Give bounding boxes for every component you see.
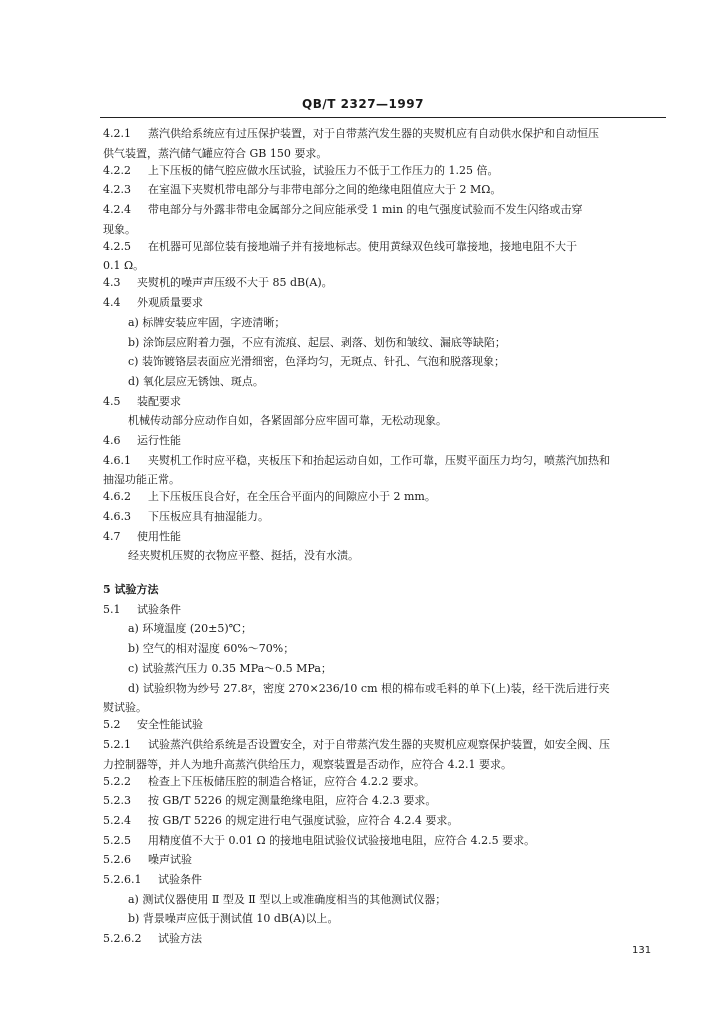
clause-number: 4.2.4 <box>103 203 131 217</box>
clause-number: 4.2.2 <box>103 163 131 177</box>
clause-text: 夹熨机的噪声声压级不大于 85 dB(A)。 <box>137 276 333 290</box>
document-line <box>0 852 726 872</box>
document-line <box>0 258 726 275</box>
list-item: a) 环境温度 (20±5)℃； <box>128 622 252 636</box>
continuation-text: 供气装置，蒸汽储气罐应符合 GB 150 要求。 <box>103 146 328 160</box>
document-line <box>0 354 726 374</box>
clause-number: 5.2.6.1 <box>103 873 142 886</box>
document-line <box>0 433 726 453</box>
clause-text: 用精度值不大于 0.01 Ω 的接地电阻试验仪试验接地电阻，应符合 4.2.5 要求。 <box>148 833 536 847</box>
clause-text: 按 GB/T 5226 的规定进行电气强度试验，应符合 4.2.4 要求。 <box>148 813 459 827</box>
document-line <box>0 394 726 414</box>
clause-text: 运行性能 <box>137 433 181 447</box>
document-line <box>0 872 726 892</box>
clause-text: 试验蒸汽供给系统是否设置安全，对于自带蒸汽发生器的夹熨机应观察保护装置，如安全阀、压 <box>148 737 610 751</box>
list-item: c) 装饰镀铬层表面应光滑细密，色泽均匀，无斑点、针孔、气泡和脱落现象； <box>128 355 505 369</box>
clause-number: 4.6.2 <box>103 490 131 504</box>
continuation-text: 现象。 <box>103 222 136 236</box>
clause-number: 4.7 <box>103 529 121 543</box>
page-number: 131 <box>632 945 652 956</box>
list-item: 经夹熨机压熨的衣物应平整、挺括，没有水渍。 <box>128 549 359 563</box>
document-line <box>0 717 726 737</box>
document-line <box>0 275 726 295</box>
continuation-text: 抽湿功能正常。 <box>103 473 180 487</box>
clause-text: 上下压板的储气腔应做水压试验，试验压力不低于工作压力的 1.25 倍。 <box>148 163 499 177</box>
clause-number: 4.2.3 <box>103 183 131 197</box>
document-line <box>0 335 726 355</box>
continuation-text: 熨试验。 <box>103 701 147 715</box>
document-line <box>0 374 726 394</box>
standard-header: QB/T 2327—1997 <box>302 97 424 111</box>
clause-text: 夹熨机工作时应平稳，夹板压下和抬起运动自如，工作可靠，压熨平面压力均匀，喷蒸汽加热和 <box>148 453 610 467</box>
list-item: 机械传动部分应动作自如，各紧固部分应牢固可靠，无松动现象。 <box>128 414 447 428</box>
document-line <box>0 931 726 951</box>
document-line <box>0 315 726 335</box>
document-line <box>0 757 726 774</box>
clause-text: 安全性能试验 <box>137 718 203 732</box>
continuation-text: 力控制器等，并人为地升高蒸汽供给压力，观察装置是否动作，应符合 4.2.1 要求。 <box>103 757 512 771</box>
document-line <box>0 582 726 602</box>
document-line <box>0 813 726 833</box>
clause-number: 5.2 <box>103 718 121 732</box>
clause-number: 5.2.3 <box>103 794 131 808</box>
clause-number: 5.2.6 <box>103 853 131 867</box>
document-line <box>0 453 726 473</box>
document-line <box>0 793 726 813</box>
clause-number: 4.6.1 <box>103 453 131 467</box>
clause-text: 在室温下夹熨机带电部分与非带电部分之间的绝缘电阻值应大于 2 MΩ。 <box>148 183 502 197</box>
document-line <box>0 146 726 163</box>
document-line <box>0 641 726 661</box>
clause-text: 装配要求 <box>137 394 181 408</box>
document-line <box>0 737 726 757</box>
document-line <box>0 774 726 794</box>
document-line <box>0 681 726 701</box>
clause-text: 试验方法 <box>158 932 202 946</box>
clause-number: 4.4 <box>103 296 121 310</box>
list-item: c) 试验蒸汽压力 0.35 MPa～0.5 MPa； <box>128 661 332 675</box>
clause-number: 5.2.6.2 <box>103 932 142 946</box>
document-line <box>0 892 726 912</box>
section-heading: 5 试验方法 <box>103 583 159 597</box>
clause-text: 蒸汽供给系统应有过压保护装置，对于自带蒸汽发生器的夹熨机应有自动供水保护和自动恒压 <box>148 127 599 140</box>
list-item: d) 氧化层应无锈蚀、斑点。 <box>128 374 264 388</box>
clause-text: 检查上下压板储压腔的制造合格证，应符合 4.2.2 要求。 <box>148 774 425 788</box>
document-line <box>0 661 726 681</box>
list-item: a) 标牌安装应牢固，字迹清晰； <box>128 315 286 329</box>
document-line <box>0 413 726 433</box>
document-line <box>0 548 726 568</box>
clause-number: 4.2.1 <box>103 127 131 140</box>
document-line <box>0 621 726 641</box>
clause-text: 下压板应具有抽湿能力。 <box>148 510 269 523</box>
list-item: a) 测试仪器使用 Ⅱ 型及 Ⅱ 型以上或准确度相当的其他测试仪器； <box>128 892 447 906</box>
list-item: b) 空气的相对湿度 60%～70%； <box>128 642 295 656</box>
clause-text: 带电部分与外露非带电金属部分之间应能承受 1 min 的电气强度试验而不发生闪络或击穿 <box>148 203 583 217</box>
document-line <box>0 700 726 717</box>
document-line <box>0 911 726 931</box>
document-line <box>0 509 726 529</box>
clause-number: 4.5 <box>103 394 121 408</box>
clause-number: 5.2.2 <box>103 774 131 788</box>
clause-text: 使用性能 <box>137 529 181 543</box>
document-line <box>0 202 726 222</box>
list-item: d) 试验织物为纱号 27.8ᵡ，密度 270×236/10 cm 根的棉布或毛料的单下(上)装，经干洗后进行夹 <box>128 681 610 695</box>
document-line <box>0 126 726 146</box>
document-line <box>0 529 726 549</box>
document-line <box>0 602 726 622</box>
clause-text: 在机器可见部位装有接地端子并有接地标志。使用黄绿双色线可靠接地，接地电阻不大于 <box>148 239 577 253</box>
document-line <box>0 472 726 489</box>
clause-number: 4.3 <box>103 276 121 290</box>
document-line <box>0 295 726 315</box>
document-line <box>0 182 726 202</box>
clause-text: 试验条件 <box>137 602 181 616</box>
header-rule <box>100 117 666 118</box>
clause-text: 上下压板压良合好，在全压合平面内的间隙应小于 2 mm。 <box>148 490 436 504</box>
clause-number: 5.1 <box>103 602 121 616</box>
document-line <box>0 239 726 259</box>
clause-text: 噪声试验 <box>148 853 192 867</box>
clause-number: 4.6 <box>103 433 121 447</box>
clause-text: 按 GB/T 5226 的规定测量绝缘电阻，应符合 4.2.3 要求。 <box>148 794 437 808</box>
document-line <box>0 222 726 239</box>
clause-number: 4.6.3 <box>103 510 131 523</box>
clause-number: 5.2.4 <box>103 813 131 827</box>
document-line <box>0 489 726 509</box>
clause-number: 5.2.5 <box>103 833 131 847</box>
clause-text: 试验条件 <box>158 873 202 886</box>
continuation-text: 0.1 Ω。 <box>103 259 145 273</box>
list-item: b) 涂饰层应附着力强，不应有流痕、起层、剥落、划伤和皱纹、漏底等缺陷； <box>128 335 506 349</box>
document-line <box>0 163 726 183</box>
clause-number: 5.2.1 <box>103 737 131 751</box>
clause-number: 4.2.5 <box>103 239 131 253</box>
document-body <box>0 126 726 951</box>
document-line <box>0 833 726 853</box>
list-item: b) 背景噪声应低于测试值 10 dB(A)以上。 <box>128 912 339 926</box>
clause-text: 外观质量要求 <box>137 296 203 310</box>
